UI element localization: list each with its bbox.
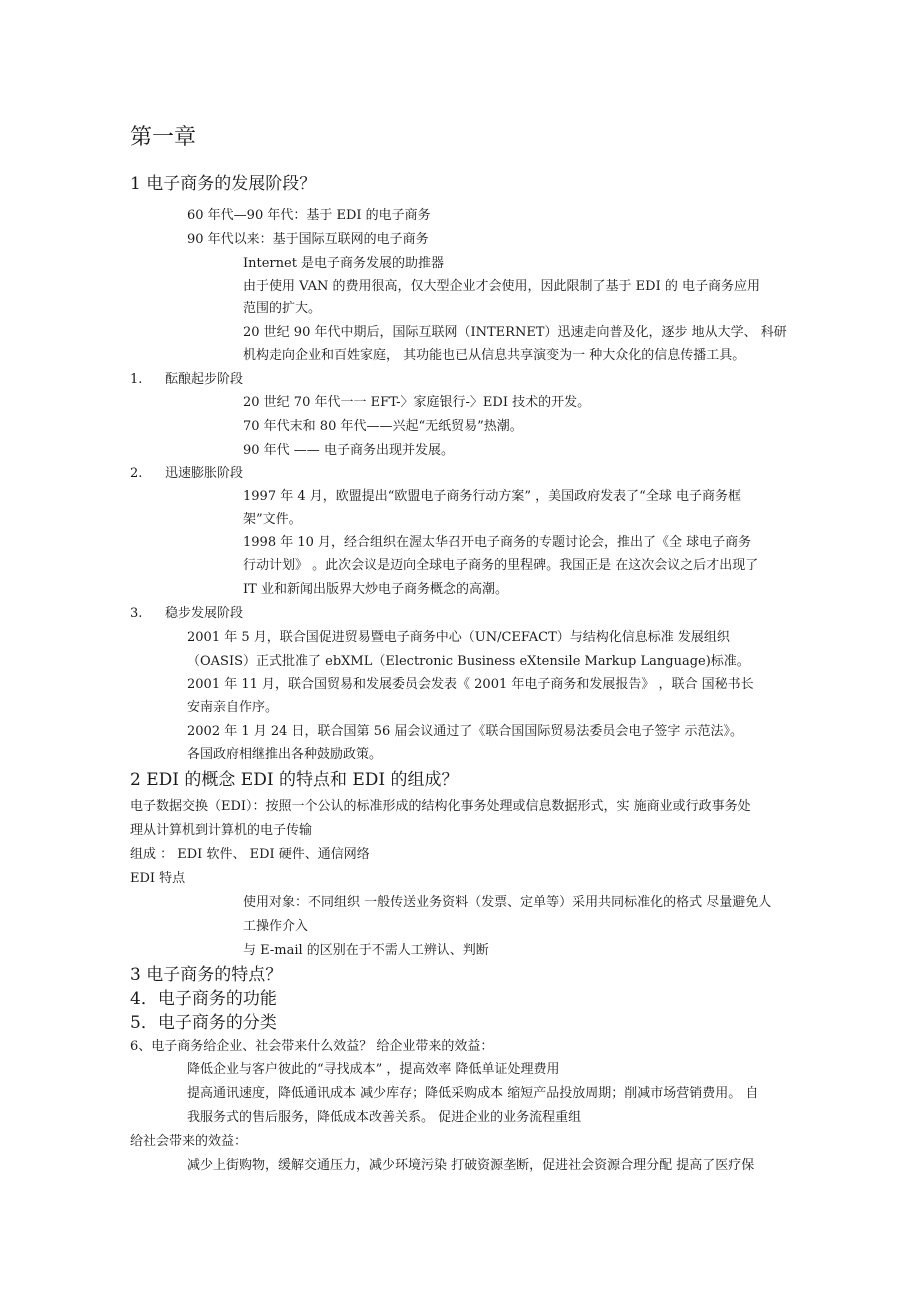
section-5-heading: 5．电子商务的分类 bbox=[130, 1013, 277, 1033]
stage-3-label: 稳步发展阶段 bbox=[165, 606, 244, 621]
edi-components-line: 组成 ： EDI 软件、 EDI 硬件、通信网络 bbox=[130, 847, 370, 862]
section-4-heading: 4．电子商务的功能 bbox=[130, 989, 277, 1009]
stage-3-line-6: 各国政府相继推出各种鼓励政策。 bbox=[187, 747, 383, 762]
section-2-heading: 2 EDI 的概念 EDI 的特点和 EDI 的组成？ bbox=[130, 770, 459, 790]
stage-3-line-5: 2002 年 1 月 24 日，联合国第 56 届会议通过了《联合国国际贸易法委员会电子签字 示范法》。 bbox=[187, 724, 743, 739]
enterprise-benefit-line-1: 降低企业与客户彼此的“寻找成本” ，提高效率 降低单证处理费用 bbox=[187, 1062, 560, 1077]
enterprise-benefit-line-3: 我服务式的售后服务，降低成本改善关系。 促进企业的业务流程重组 bbox=[187, 1110, 582, 1125]
internet-spread-line-2: 机构走向企业和百姓家庭， 其功能也已从信息共享演变为一 种大众化的信息传播工具。 bbox=[243, 348, 746, 363]
edi-features-label: EDI 特点 bbox=[130, 871, 186, 886]
stage-1-line-3: 90 年代 —— 电子商务出现并发展。 bbox=[243, 443, 454, 458]
edi-feature-1-line-2: 工操作介入 bbox=[243, 919, 309, 934]
stage-1-line-1: 20 世纪 70 年代一一 EFT-〉家庭银行-〉EDI 技术的开发。 bbox=[243, 395, 591, 410]
edi-definition-line-2: 理从计算机到计算机的电子传输 bbox=[130, 823, 313, 838]
stage-3-number: 3. bbox=[130, 606, 143, 621]
stage-3-line-4: 安南亲自作序。 bbox=[187, 700, 279, 715]
stage-1-heading bbox=[130, 372, 243, 388]
stage-2-line-4: 行动计划》 。此次会议是迈向全球电子商务的里程碑。我国正是 在这次会议之后才出现了 bbox=[243, 558, 759, 573]
section-3-heading: 3 电子商务的特点？ bbox=[130, 965, 283, 985]
stage-2-line-3: 1998 年 10 月，经合组织在渥太华召开电子商务的专题讨论会，推出了《全 球电子商务 bbox=[243, 535, 752, 550]
chapter-title: 第一章 bbox=[130, 125, 197, 150]
era-internet-line: 90 年代以来：基于国际互联网的电子商务 bbox=[187, 232, 429, 247]
edi-definition-line-1: 电子数据交换（EDI）：按照一个公认的标准形成的结构化事务处理或信息数据形式，实 施商业或行政事务处 bbox=[130, 799, 751, 814]
stage-2-line-1: 1997 年 4 月，欧盟提出“欧盟电子商务行动方案” ，美国政府发表了“全球 电子商务框 bbox=[243, 489, 741, 504]
section-1-heading: 1 电子商务的发展阶段？ bbox=[130, 174, 317, 194]
stage-1-number: 1. bbox=[130, 372, 143, 387]
van-line-1: 由于使用 VAN 的费用很高，仅大型企业才会使用，因此限制了基于 EDI 的 电子商务应用 bbox=[243, 279, 760, 294]
section-6-heading: 6、电子商务给企业、社会带来什么效益？ 给企业带来的效益： bbox=[130, 1039, 494, 1054]
stage-2-heading bbox=[130, 466, 243, 482]
stage-2-label: 迅速膨胀阶段 bbox=[165, 466, 244, 481]
stage-2-number: 2. bbox=[130, 466, 143, 481]
social-benefit-label: 给社会带来的效益： bbox=[130, 1134, 248, 1149]
edi-feature-1-line-1: 使用对象：不同组织 一般传送业务资料（发票、定单等）采用共同标准化的格式 尽量避免人 bbox=[243, 895, 772, 910]
stage-3-line-1: 2001 年 5 月，联合国促进贸易暨电子商务中心（UN/CEFACT）与结构化信息标准 发展组织 bbox=[187, 630, 730, 645]
internet-spread-line-1: 20 世纪 90 年代中期后，国际互联网（INTERNET）迅速走向普及化，逐步 地从大学、 科研 bbox=[243, 325, 787, 340]
stage-1-label: 酝酿起步阶段 bbox=[165, 372, 244, 387]
era-edi-line: 60 年代—90 年代：基于 EDI 的电子商务 bbox=[187, 208, 431, 223]
social-benefit-line-1: 减少上街购物，缓解交通压力，减少环境污染 打破资源垄断，促进社会资源合理分配 提高了医疗保 bbox=[187, 1158, 755, 1173]
stage-2-line-5: IT 业和新闻出版界大炒电子商务概念的高潮。 bbox=[243, 582, 508, 597]
stage-3-line-3: 2001 年 11 月，联合国贸易和发展委员会发表《 2001 年电子商务和发展报告》 ，联合 国秘书长 bbox=[187, 677, 754, 692]
internet-line: Internet 是电子商务发展的助推器 bbox=[243, 256, 445, 271]
stage-3-heading bbox=[130, 606, 243, 622]
stage-2-line-2: 架”文件。 bbox=[243, 512, 302, 527]
stage-1-line-2: 70 年代末和 80 年代——兴起“无纸贸易”热潮。 bbox=[243, 419, 523, 434]
edi-feature-2-line: 与 E-mail 的区别在于不需人工辨认、判断 bbox=[243, 943, 489, 958]
stage-3-line-2: （OASIS）正式批准了 ebXML（Electronic Business eXtensile Markup Language)标准。 bbox=[187, 654, 750, 669]
van-line-2: 范围的扩大。 bbox=[243, 301, 322, 316]
enterprise-benefit-line-2: 提高通讯速度，降低通讯成本 减少库存；降低采购成本 缩短产品投放周期；削减市场营销费用。 自 bbox=[187, 1086, 759, 1101]
